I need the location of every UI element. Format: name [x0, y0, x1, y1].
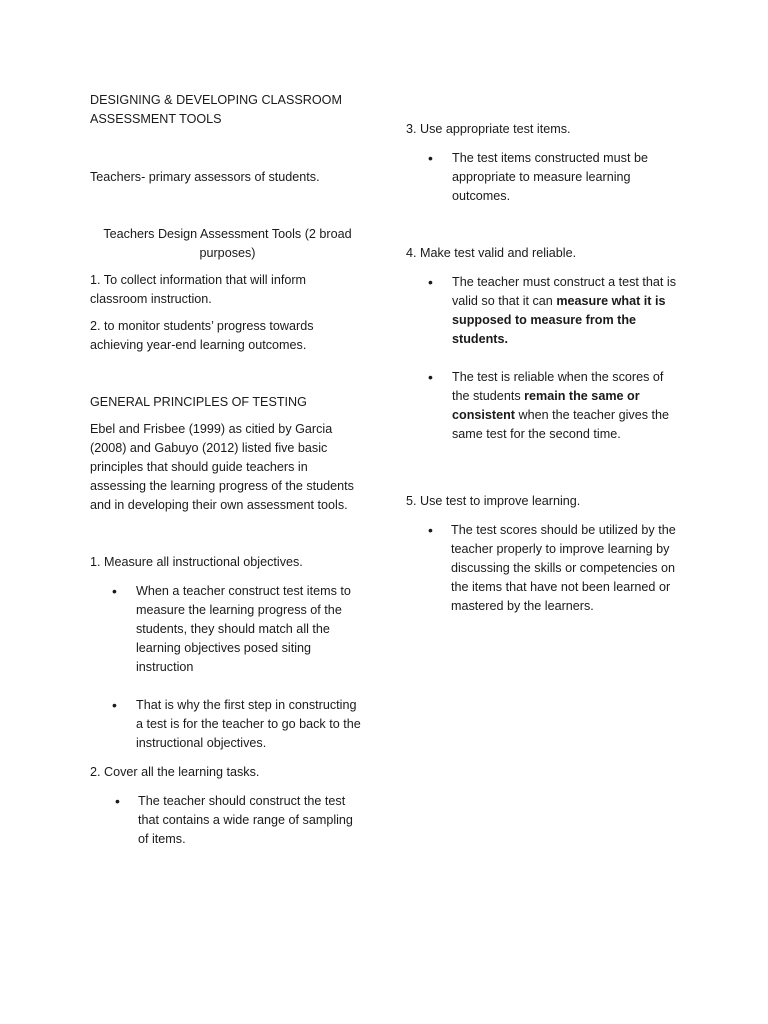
principle-4-bullets — [406, 273, 681, 444]
bullet-text: The test scores should be utilized by the teacher properly to improve learning by discussing the skills or competencies on the items that have not been learned or mastered by the learners. — [451, 523, 676, 613]
bullet-text: That is why the first step in constructing a test is for the teacher to go back to the instructional objectives. — [136, 698, 361, 750]
bullet-text-bold: remain the same or consistent — [452, 389, 640, 422]
principles-heading: GENERAL PRINCIPLES OF TESTING — [90, 395, 307, 409]
principle-2-heading: 2. Cover all the learning tasks. — [90, 765, 260, 779]
left-column — [90, 91, 365, 849]
purpose-1: 1. To collect information that will inform classroom instruction. — [90, 273, 307, 306]
bullet-icon: • — [428, 274, 433, 290]
bullet-text-bold: measure what it is supposed to measure from the students. — [452, 294, 666, 346]
principle-4-heading: 4. Make test valid and reliable. — [406, 246, 577, 260]
principle-3-heading: 3. Use appropriate test items. — [406, 122, 571, 136]
principle-5-bullets — [406, 521, 681, 616]
bullet-icon: • — [112, 697, 117, 713]
design-heading: Teachers Design Assessment Tools (2 broad purposes) — [103, 227, 352, 260]
bullet-text-plain: when the teacher gives the same test for the second time. — [452, 408, 670, 441]
principle-5-heading: 5. Use test to improve learning. — [406, 494, 581, 508]
principle-2-bullets — [90, 792, 365, 849]
bullet-text — [452, 275, 676, 346]
bullet-text-plain: The teacher must construct a test that is valid so that it can — [452, 275, 676, 308]
principle-3-bullets — [406, 149, 681, 206]
teachers-line: Teachers- primary assessors of students. — [90, 170, 320, 184]
bullet-text-plain: The test is reliable when the scores of the students — [452, 370, 664, 403]
bullet-icon: • — [428, 150, 433, 166]
principle-1-heading: 1. Measure all instructional objectives. — [90, 555, 303, 569]
list-item — [406, 521, 681, 616]
list-item — [90, 696, 365, 753]
purpose-2: 2. to monitor students’ progress towards achieving year-end learning outcomes. — [90, 319, 314, 352]
bullet-text: The teacher should construct the test that contains a wide range of sampling of items. — [138, 794, 353, 846]
principle-1-bullets — [90, 582, 365, 753]
list-item — [90, 792, 365, 849]
document-title: DESIGNING & DEVELOPING CLASSROOM ASSESSMENT TOOLS — [90, 93, 342, 126]
list-item — [406, 368, 681, 444]
list-item — [406, 273, 681, 349]
list-item — [90, 582, 365, 677]
bullet-icon: • — [115, 793, 120, 809]
principles-intro: Ebel and Frisbee (1999) as citied by Garcia (2008) and Gabuyo (2012) listed five basic principles that should guide teachers in assessing the learning progress of the students and in developing their own assessment tools. — [90, 422, 354, 512]
right-column — [406, 120, 681, 616]
bullet-text: The test items constructed must be appropriate to measure learning outcomes. — [452, 151, 648, 203]
bullet-icon: • — [428, 522, 433, 538]
bullet-icon: • — [428, 369, 433, 385]
bullet-icon: • — [112, 583, 117, 599]
bullet-text — [452, 370, 669, 441]
list-item — [406, 149, 681, 206]
bullet-text: When a teacher construct test items to measure the learning progress of the students, they should match all the learning objectives posed siting instruction — [136, 584, 351, 674]
